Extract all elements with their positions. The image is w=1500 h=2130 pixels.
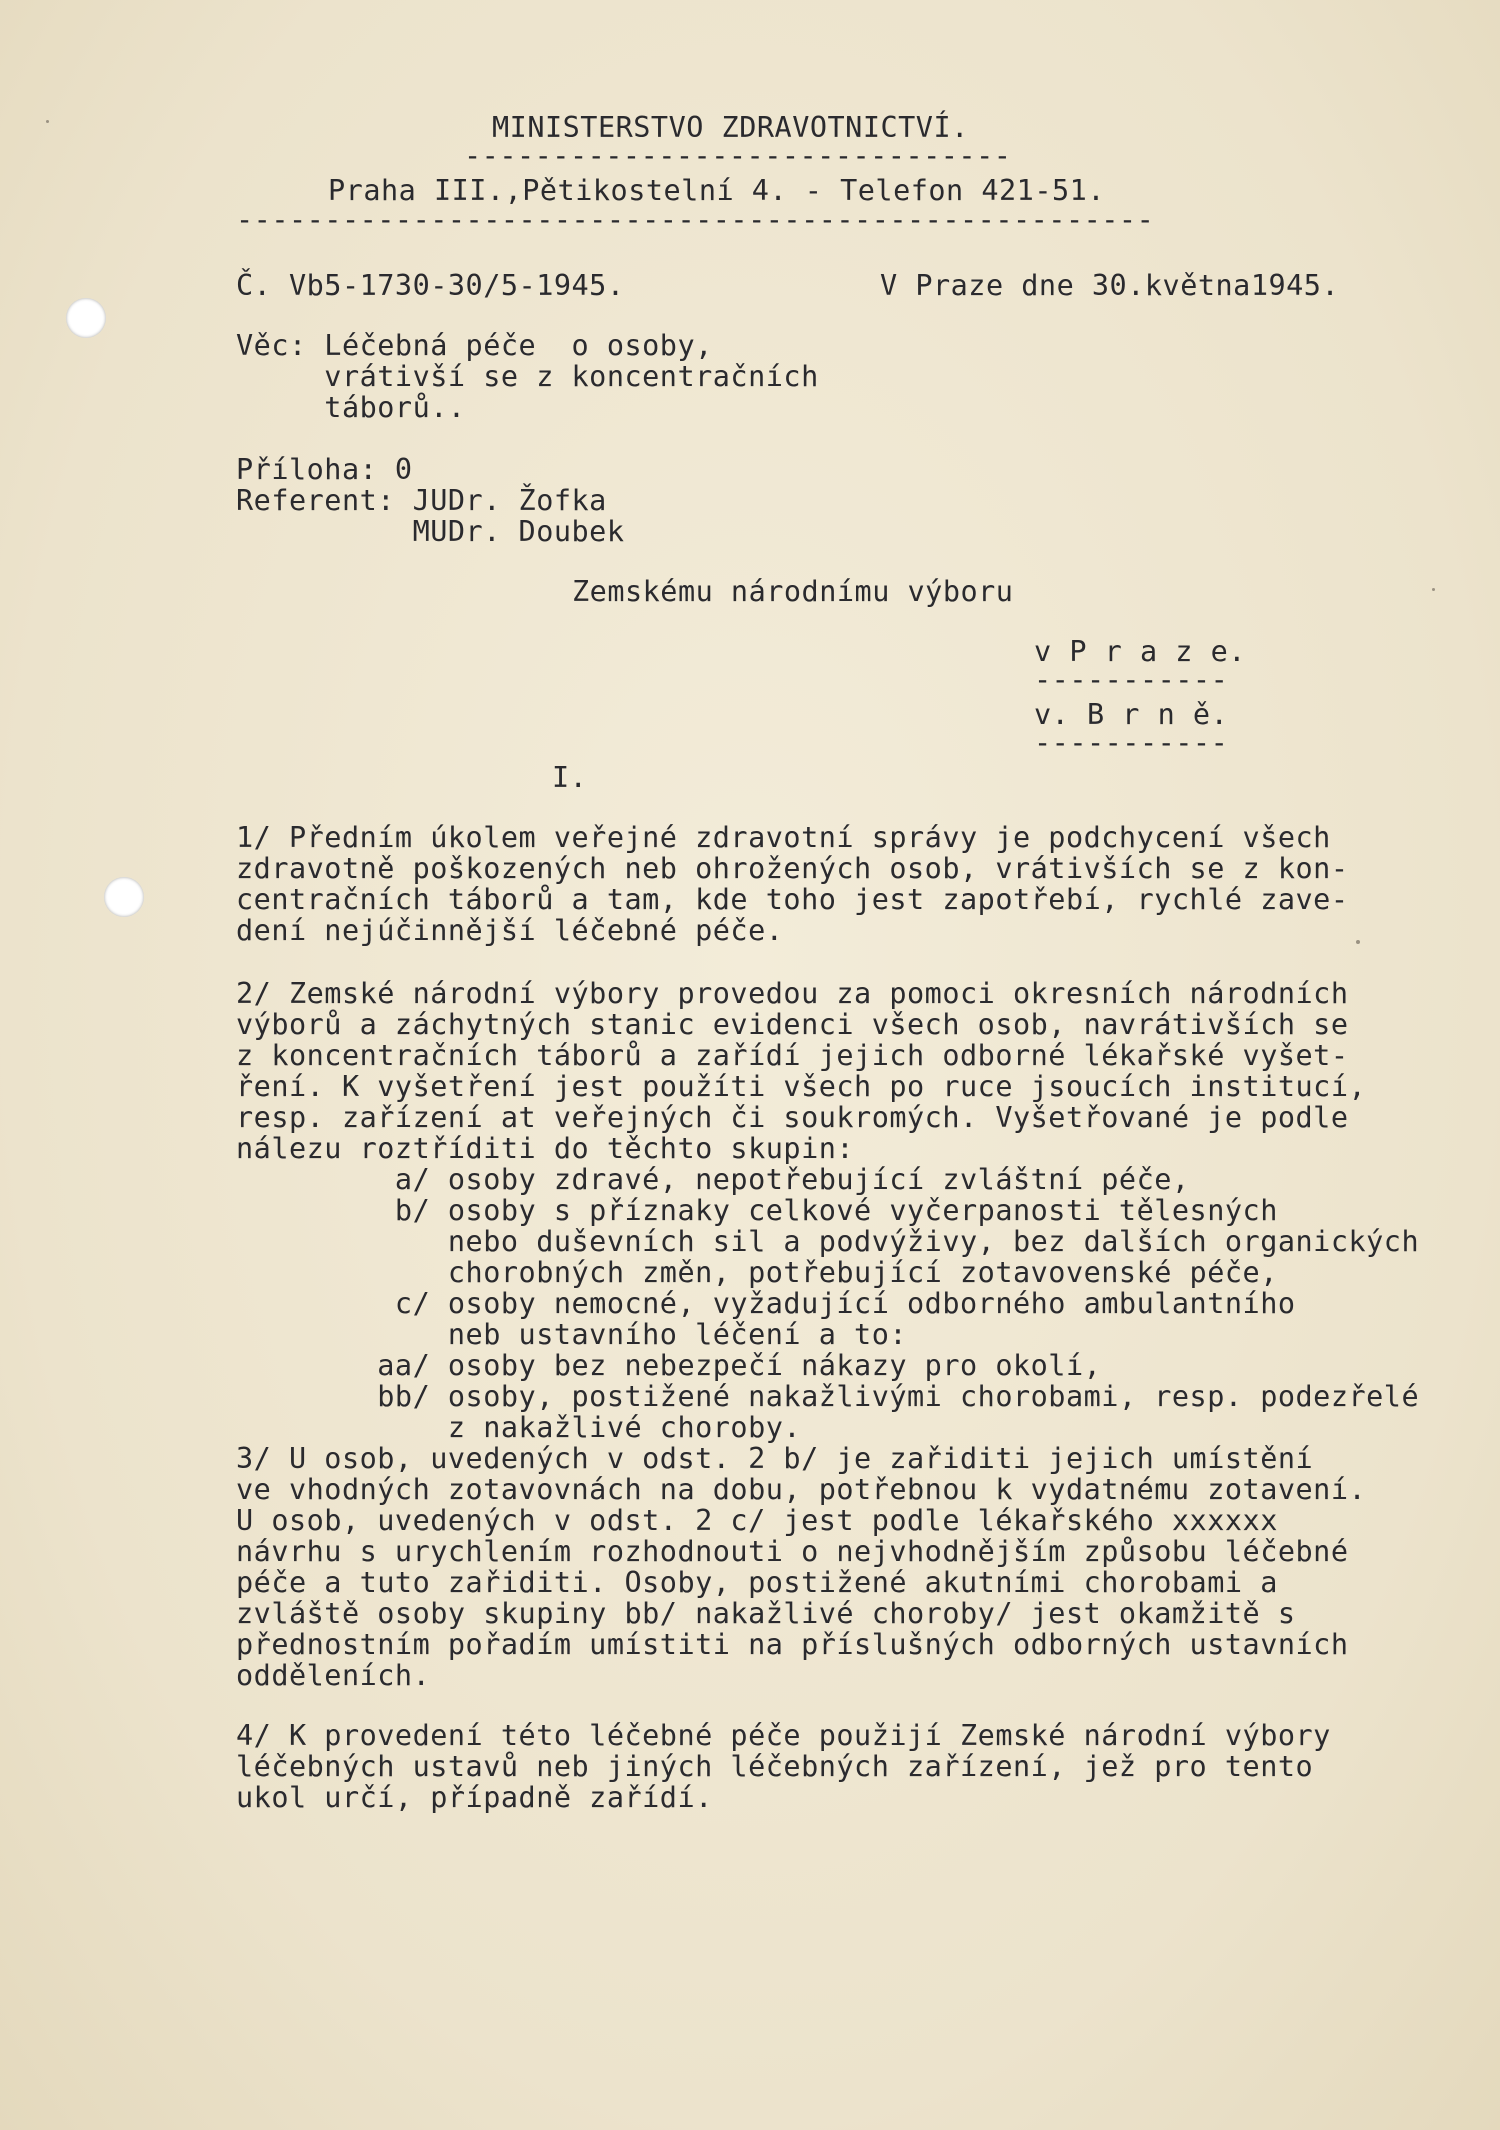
paragraph-line: ukol určí, případně zařídí.	[236, 1781, 713, 1814]
paragraph-line: 1/ Předním úkolem veřejné zdravotní správy je podchycení všech	[236, 821, 1331, 854]
list-item-c: c/ osoby nemocné, vyžadující odborného ambulantního	[236, 1287, 1296, 1320]
addressee-city-brno: v. B r n ě.	[1034, 698, 1229, 731]
paper-fleck	[1356, 940, 1360, 944]
paragraph-line: dení nejúčinnější léčebné péče.	[236, 914, 784, 947]
paragraph-line: U osob, uvedených v odst. 2 c/ jest podle lékařského xxxxxx	[236, 1504, 1278, 1537]
paragraph-line: přednostním pořadím umístiti na příslušných odborných ustavních	[236, 1628, 1349, 1661]
section-number: I.	[552, 761, 588, 794]
addressee-city-praha: v P r a z e.	[1034, 635, 1246, 668]
referent-line-1: Referent: JUDr. Žofka	[236, 484, 607, 517]
header-rule-short: -------------------------------	[464, 139, 1012, 172]
list-item-bb-cont: z nakažlivé choroby.	[236, 1411, 802, 1444]
list-item-b-cont: chorobných změn, potřebující zotavovenské péče,	[236, 1256, 1278, 1289]
list-item-aa: aa/ osoby bez nebezpečí nákazy pro okolí,	[236, 1349, 1102, 1382]
list-item-bb: bb/ osoby, postižené nakažlivými chorobami, resp. podezřelé	[236, 1380, 1420, 1413]
paragraph-line: návrhu s urychlením rozhodnouti o nejvhodnějším způsobu léčebné	[236, 1535, 1349, 1568]
addressee-rule-1: -----------	[1034, 663, 1229, 696]
paragraph-line: výborů a záchytných stanic evidenci všech osob, navrátivších se	[236, 1008, 1349, 1041]
paragraph-line: 4/ K provedení této léčebné péče použijí Zemské národní výbory	[236, 1719, 1331, 1752]
list-item-b-cont: nebo duševních sil a podvýživy, bez dalších organických	[236, 1225, 1420, 1258]
paragraph-line: resp. zařízení at veřejných či soukromých. Vyšetřované je podle	[236, 1101, 1349, 1134]
paragraph-line: 3/ U osob, uvedených v odst. 2 b/ je zařiditi jejich umístění	[236, 1442, 1314, 1475]
paragraph-line: centračních táborů a tam, kde toho jest zapotřebí, rychlé zave-	[236, 883, 1349, 916]
header-rule-long: ----------------------------------------------------	[236, 203, 1155, 236]
paragraph-line: z koncentračních táborů a zařídí jejich odborné lékařské vyšet-	[236, 1039, 1349, 1072]
punch-hole-top	[66, 298, 106, 338]
paragraph-line: odděleních.	[236, 1659, 431, 1692]
reference-number: Č. Vb5-1730-30/5-1945.	[236, 269, 625, 302]
list-item-b: b/ osoby s příznaky celkové vyčerpanosti tělesných	[236, 1194, 1278, 1227]
paper-fleck	[1432, 588, 1435, 591]
paragraph-line: 2/ Zemské národní výbory provedou za pomoci okresních národních	[236, 977, 1349, 1010]
addressee: Zemskému národnímu výboru	[572, 575, 1014, 608]
ministry-title: MINISTERSTVO ZDRAVOTNICTVÍ.	[492, 111, 969, 144]
list-item-a: a/ osoby zdravé, nepotřebující zvláštní péče,	[236, 1163, 1190, 1196]
paragraph-line: péče a tuto zařiditi. Osoby, postižené akutními chorobami a	[236, 1566, 1278, 1599]
punch-hole-bottom	[104, 877, 144, 917]
referent-line-2: MUDr. Doubek	[236, 515, 625, 548]
place-date: V Praze dne 30.května1945.	[880, 269, 1340, 302]
subject-line-1: Věc: Léčebná péče o osoby,	[236, 329, 713, 362]
paragraph-line: zvláště osoby skupiny bb/ nakažlivé choroby/ jest okamžitě s	[236, 1597, 1296, 1630]
ministry-address: Praha III.,Pětikostelní 4. - Telefon 421-51.	[328, 174, 1105, 207]
paragraph-line: zdravotně poškozených neb ohrožených osob, vrátivších se z kon-	[236, 852, 1349, 885]
paragraph-line: nálezu roztříditi do těchto skupin:	[236, 1132, 855, 1165]
paragraph-line: ve vhodných zotavovnách na dobu, potřebnou k vydatnému zotavení.	[236, 1473, 1367, 1506]
list-item-c-cont: neb ustavního léčení a to:	[236, 1318, 908, 1351]
attachment: Příloha: 0	[236, 453, 413, 486]
paper-fleck	[46, 120, 49, 123]
paragraph-line: ření. K vyšetření jest použíti všech po ruce jsoucích institucí,	[236, 1070, 1367, 1103]
subject-line-3: táborů..	[236, 391, 466, 424]
paragraph-line: léčebných ustavů neb jiných léčebných zařízení, jež pro tento	[236, 1750, 1314, 1783]
addressee-rule-2: -----------	[1034, 726, 1229, 759]
subject-line-2: vrátivší se z koncentračních	[236, 360, 819, 393]
